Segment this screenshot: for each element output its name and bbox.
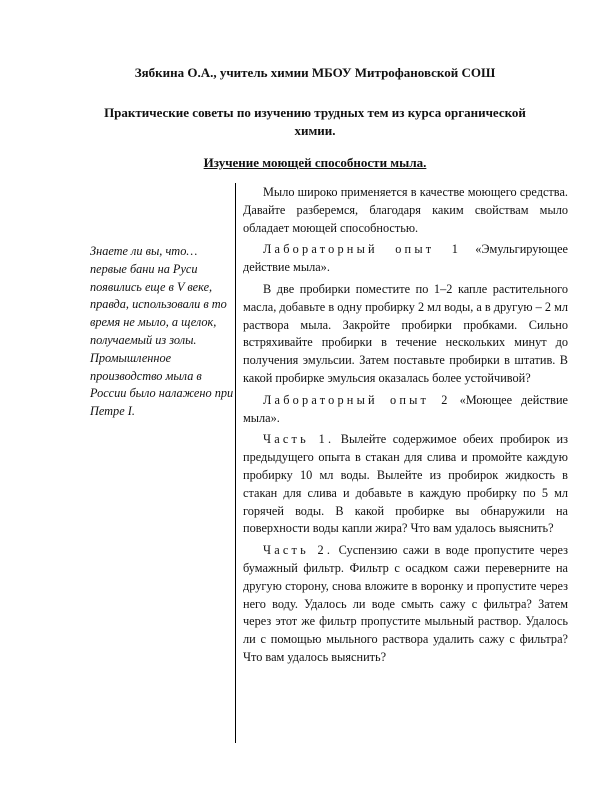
lab1-label: Лабораторный опыт 1 — [263, 242, 462, 257]
column-divider — [235, 183, 236, 743]
lab1-title: «Эмульгирующее действие мыла». — [243, 242, 568, 275]
intro-paragraph: Мыло широко применяется в качестве моющего средства. Давайте разберемся, благодаря каким свойствам мыло обладает моющей способностью. — [243, 185, 568, 235]
lab1-heading — [243, 241, 568, 277]
part1-paragraph — [243, 431, 568, 538]
part2-paragraph — [243, 542, 568, 667]
sidebar-note — [90, 243, 236, 421]
document-subtitle: Практические советы по изучению трудных тем из курса органической химии. — [104, 105, 526, 138]
part1-text: Вылейте содержимое обеих пробирок из предыдущего опыта в стакан для слива и промойте каждую пробирку 10 мл воды. Вылейте из пробирок жидкость в стакан для слива и добавьте в каждую пробирку по 5 мл горячей воды. В какой пробирке вы обнаружили на поверхности воды капли жира? Что вам удалось выяснить? — [243, 432, 568, 536]
sidebar-fact-baths: Знаете ли вы, что… первые бани на Руси появились еще в V веке, правда, использовали в то время не мыло, а щелок, получаемый из золы. — [90, 244, 227, 347]
lab2-label: Лабораторный опыт 2 — [263, 392, 451, 407]
part2-text: Суспензию сажи в воде пропустите через бумажный фильтр. Фильтр с осадком сажи переверните на другую сторону, снова вложите в воронку и пропустите через него воду. Удалось ли воде смыть сажу с фильтра? Затем через этот же фильтр пропустите мыльный раствор. Удалось ли с помощью мыльного раствора удалить сажу с фильтра? Что вам удалось выяснить? — [243, 543, 568, 664]
lab2-heading — [243, 392, 568, 428]
sidebar-fact-industry: Промышленное производство мыла в России было налажено при Петре I. — [90, 350, 234, 419]
part2-label: Часть 2. — [263, 543, 334, 558]
lab2-title: «Моющее действие мыла». — [243, 392, 568, 425]
document-header — [90, 64, 540, 172]
lab1-paragraph: В две пробирки поместите по 1–2 капле растительного масла, добавьте в одну пробирку 2 мл воды, а в другую – 2 мл раствора мыла. Закройте пробирки пробками. Сильно встряхивайте пробирки в течение нескольких минут до получения эмульсии. Затем поставьте пробирки в штатив. В какой пробирке эмульсия оказалась более устойчивой? — [243, 281, 568, 385]
part1-label: Часть 1. — [263, 432, 335, 447]
main-text — [243, 184, 568, 671]
topic-title: Изучение моющей способности мыла. — [203, 155, 427, 170]
author-line: Зябкина О.А., учитель химии МБОУ Митрофановской СОШ — [134, 65, 496, 80]
